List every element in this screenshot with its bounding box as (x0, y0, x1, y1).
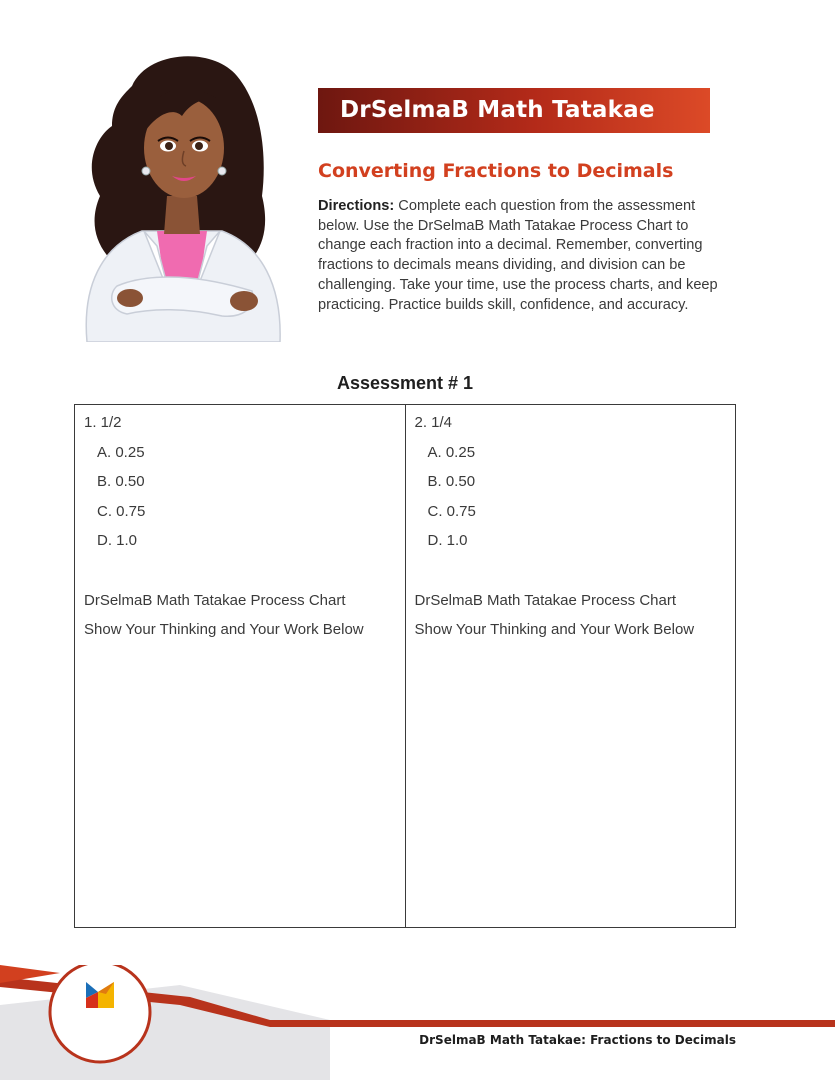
answer-option[interactable]: A. 0.25 (97, 443, 145, 461)
directions-paragraph (318, 197, 723, 315)
footer-title: DrSelmaB Math Tatakae: Fractions to Decimals (419, 1033, 736, 1047)
footer-decoration (0, 965, 835, 1080)
math-tatakae-logo-icon (84, 980, 116, 1010)
answer-option[interactable]: B. 0.50 (97, 473, 145, 491)
assessment-title: Assessment # 1 (336, 373, 474, 393)
spacer (84, 561, 405, 591)
directions-label: Directions: (318, 198, 395, 214)
spacer (415, 561, 736, 591)
answer-option[interactable]: C. 0.75 (427, 502, 476, 520)
directions-text: Complete each question from the assessment below. Use the DrSelmaB Math Tatakae Process Chart to change each fraction into a decimal. Remember, converting fractions to decimals means dividing, and division can be challenging. Take your time, use the process charts, and keep practicing. Practice builds skill, confidence, and accuracy. (318, 198, 718, 313)
answer-option[interactable]: C. 0.75 (97, 502, 146, 520)
brand-title-banner: DrSelmaB Math Tatakae (318, 88, 710, 133)
answer-option[interactable]: A. 0.25 (427, 443, 476, 461)
process-chart-label: DrSelmaB Math Tatakae Process Chart (84, 591, 346, 609)
work-area-label: Show Your Thinking and Your Work Below (414, 621, 695, 639)
question-prompt: 2. 1/4 (414, 414, 453, 431)
assessment-grid (74, 404, 736, 928)
question-cell-2 (405, 405, 736, 927)
question-prompt: 1. 1/2 (84, 414, 122, 431)
page-subtitle: Converting Fractions to Decimals (318, 160, 674, 182)
question-cell-1 (75, 405, 405, 927)
process-chart-label: DrSelmaB Math Tatakae Process Chart (414, 591, 676, 609)
teacher-portrait-illustration (72, 46, 288, 342)
answer-option[interactable]: D. 1.0 (427, 532, 468, 550)
answer-option[interactable]: D. 1.0 (97, 532, 138, 550)
answer-option[interactable]: B. 0.50 (427, 473, 476, 491)
work-area-label: Show Your Thinking and Your Work Below (84, 621, 364, 639)
